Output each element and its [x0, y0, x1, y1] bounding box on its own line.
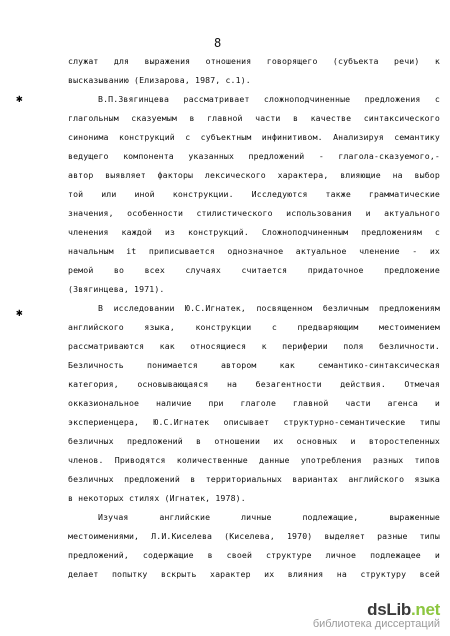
text-line: синонима конструкций с субъектным инфинитивом. Анализируя семантику: [68, 132, 440, 142]
text-line: членов. Приводятся количественные данные употребления разных типов: [68, 455, 440, 465]
text-line: безличных предложений в территориальных вариантах английского языка: [68, 474, 440, 484]
text-line: В.П.Звягинцева рассматривает сложноподчиненные предложения с: [98, 94, 440, 104]
text-line: (Звягинцева, 1971).: [68, 284, 165, 294]
text-line: местоимениями, Л.И.Киселева (Киселева, 1970) выделяет разные типы: [68, 531, 440, 541]
text-line: глагольным сказуемым в главной части в качестве синтаксического: [68, 113, 440, 123]
text-line: экспериенцера, Ю.С.Игнатек описывает структурно-семантические типы: [68, 417, 440, 427]
text-line: безличных предложений в отношении их основных и второстепенных: [68, 436, 440, 446]
watermark-logo: [313, 600, 440, 620]
text-line: начальным it приписывается однозначное актуальное членение - их: [68, 246, 440, 256]
text-line: английского языка, конструкции с предваряющим местоимением: [68, 322, 440, 332]
text-line: той или иной конструкции. Исследуются также грамматические: [68, 189, 440, 199]
page-number: 8: [214, 36, 222, 50]
text-line: автор выявляет факторы лексического характера, влияющие на выбор: [68, 170, 440, 180]
watermark-logo-main: dsLib: [367, 600, 411, 619]
text-line: Безличность понимается автором как семантико-синтаксическая: [68, 360, 440, 370]
text-line: окказиональное наличие при глаголе главной части агенса и: [68, 398, 440, 408]
text-line: ремой во всех случаях считается придаточное предложение: [68, 265, 440, 275]
text-line: высказыванию (Елизарова, 1987, с.1).: [68, 75, 251, 85]
text-line: предложений, содержащие в своей структуре личное подлежащее и: [68, 550, 440, 560]
text-line: В исследовании Ю.С.Игнатек, посвященном безличным предложениям: [98, 303, 440, 313]
text-line: рассматриваются как относящиеся к периферии поля безличности.: [68, 341, 440, 351]
text-line: ведущего компонента указанных предложений - глагола-сказуемого,-: [68, 151, 440, 161]
text-line: в некоторых стилях (Игнатек, 1978).: [68, 493, 246, 503]
watermark-subtitle: библиотека диссертаций: [312, 618, 440, 630]
watermark-logo-tld: .net: [410, 600, 440, 619]
text-line: членения каждой из конструкций. Сложноподчиненным предложениям с: [68, 227, 440, 237]
text-line: делает попытку вскрыть характер их влияния на структуру всей: [68, 569, 440, 579]
text-line: служат для выражения отношения говорящего (субъекта речи) к: [68, 56, 440, 66]
margin-mark-bottom: ✱: [16, 306, 23, 319]
text-line: значения, особенности стилистического использования и актуального: [68, 208, 440, 218]
margin-mark-top: ✱: [16, 92, 23, 105]
text-line: Изучая английские личные подлежащие, выраженные: [98, 512, 440, 522]
watermark: [313, 600, 440, 630]
text-line: категория, основывающаяся на безагентности действия. Отмечая: [68, 379, 440, 389]
